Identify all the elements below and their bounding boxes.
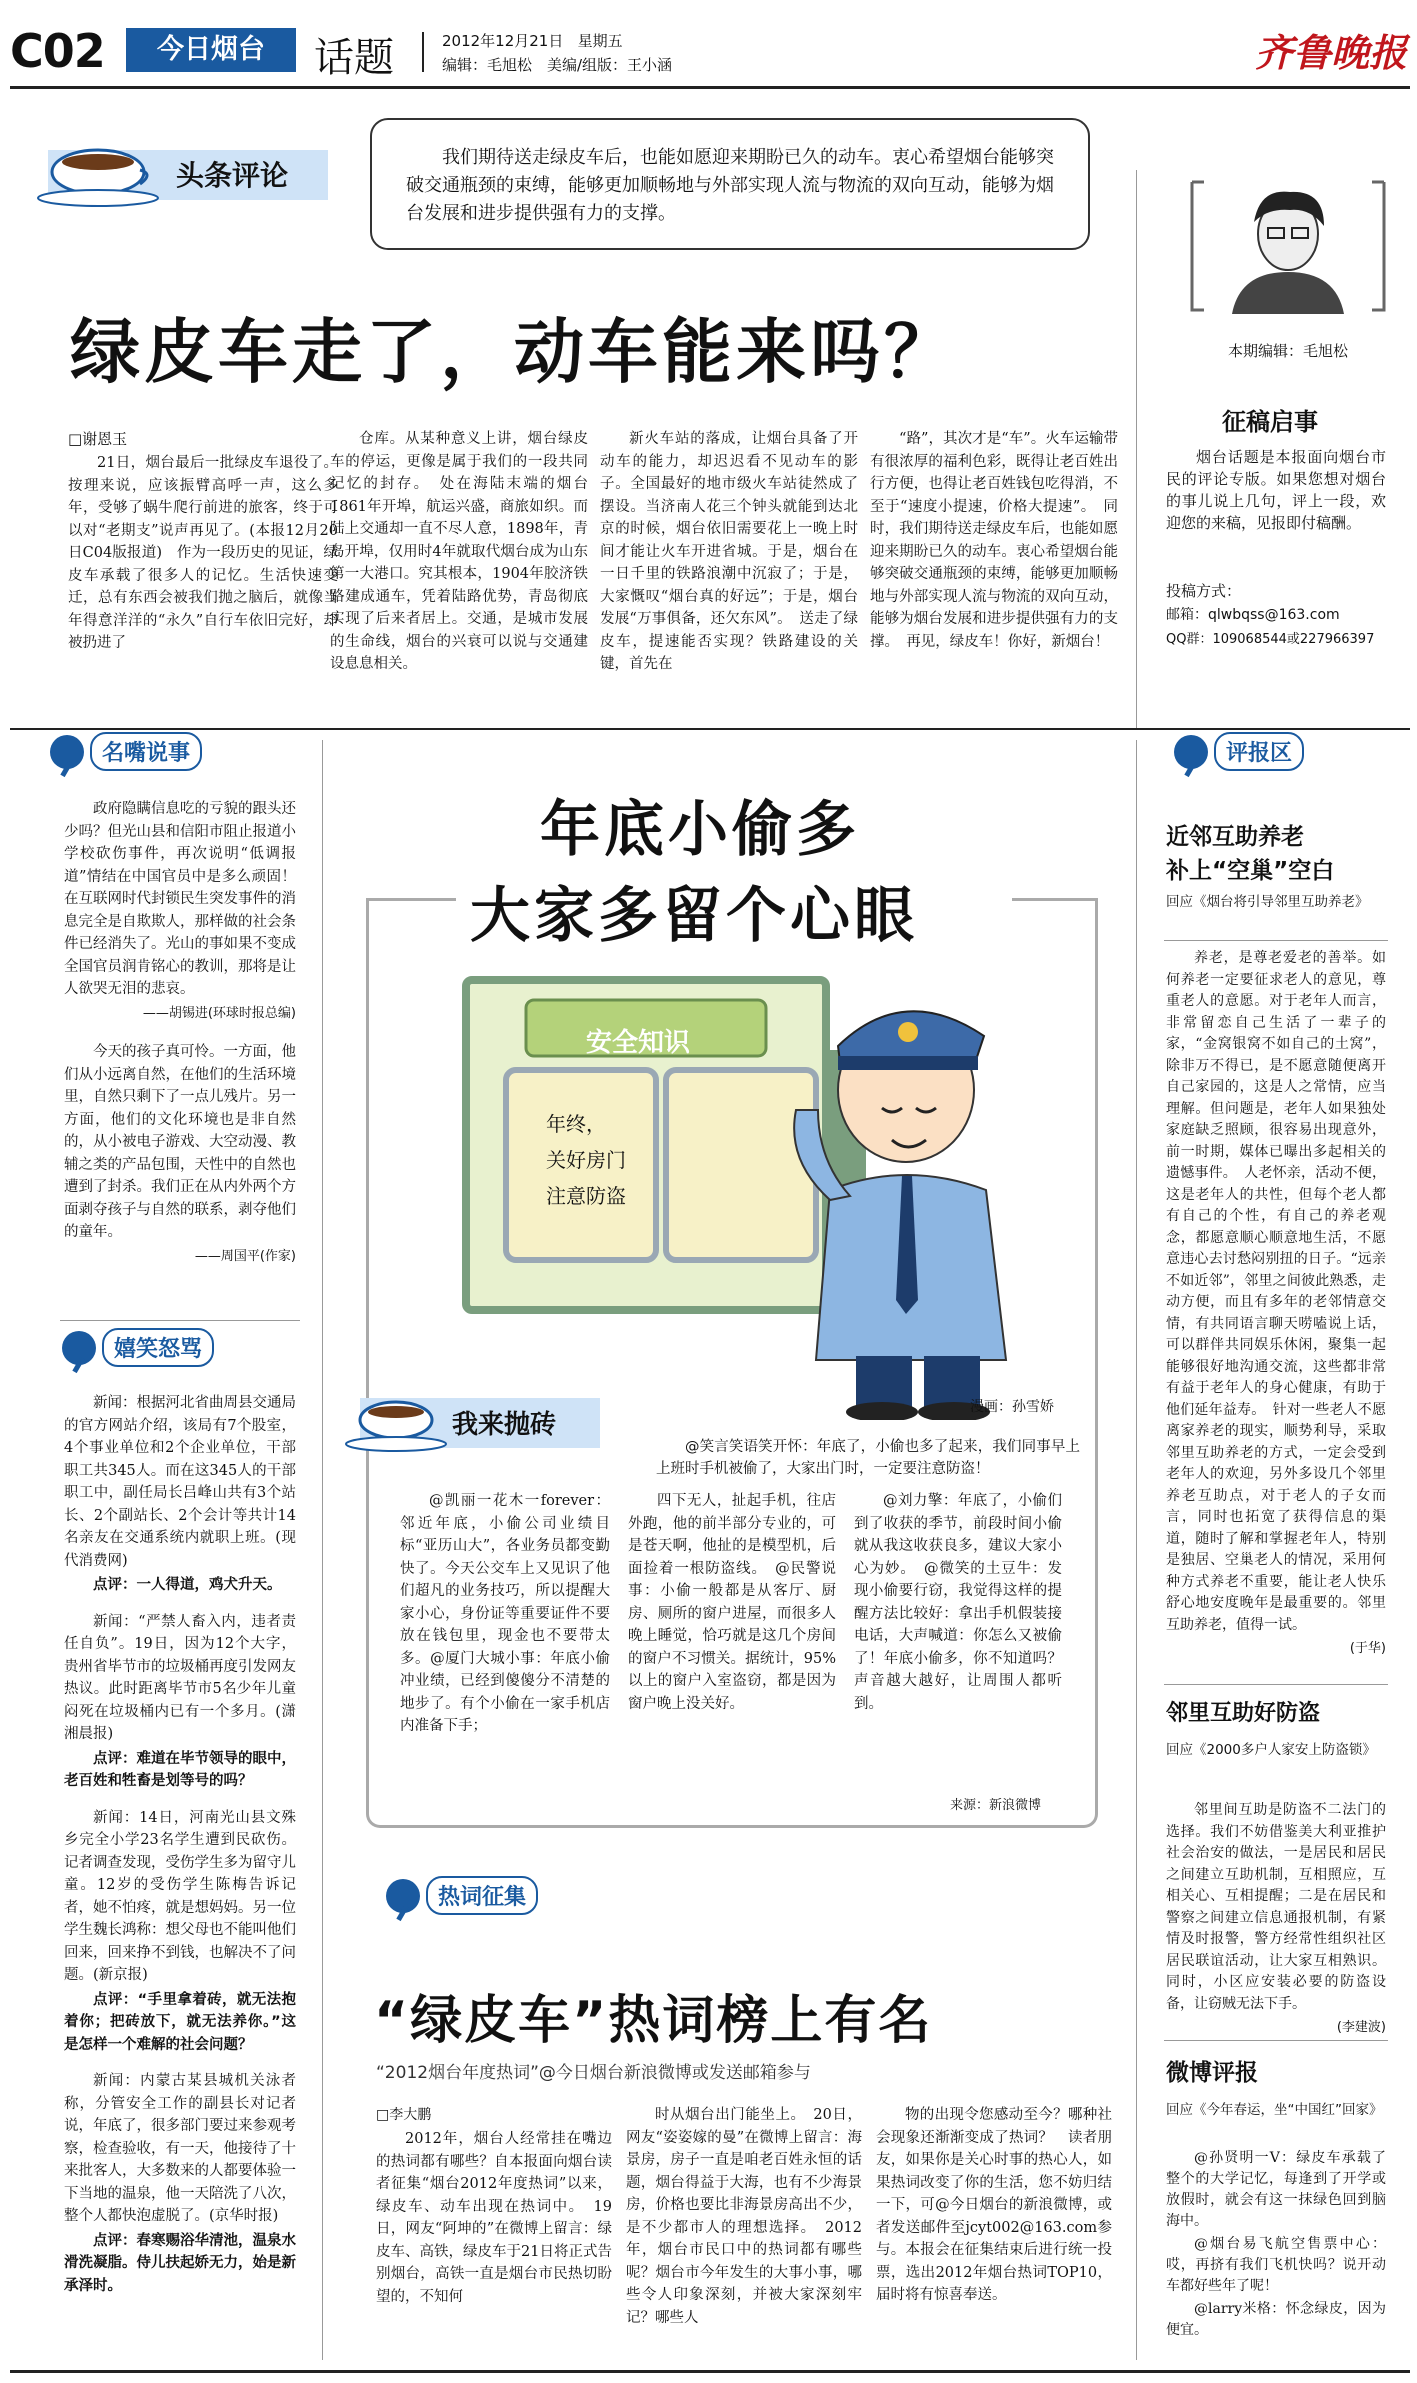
weibo-title: 微博评报 [1166, 2060, 1258, 2086]
paper-logo: 齐鲁晚报 [1255, 30, 1408, 75]
pingbao-a2-attribution: (李建波) [1336, 2020, 1386, 2035]
editor-portrait-image [1190, 176, 1386, 316]
board-line-1: 年终， [546, 1112, 606, 1136]
weibo-list [1166, 2148, 1386, 2364]
security-illustration [446, 960, 1076, 1420]
woliao-tag-label: 我来抛砖 [452, 1410, 557, 1440]
masthead-rule [10, 86, 1410, 89]
pingbao-a1-body [1166, 948, 1386, 1676]
xixiao-comment: 点评：难道在毕节领导的眼中，老百姓和牲畜是划等号的吗？ [64, 1750, 296, 1789]
microphone-icon [1174, 735, 1208, 769]
column-divider [1136, 170, 1137, 730]
section-badge: 今日烟台 [126, 28, 296, 72]
ref-rule [1164, 940, 1388, 941]
mingzui-tag [50, 732, 202, 771]
woliao-col-text: 四下无人，扯起手机，往店外跑，他的前半部分专业的，可是苍天啊，他扯的是模型机，后面捡着一根防盗线。 @民警说事：小偷一般都是从客厅、厨房、厕所的窗户进屋，而很多人晚上睡觉，恰巧就是这几个房间的窗户不习惯关。据统计，95%以上的窗户入室盗窃，都是因为窗户晚上没关好。 [628, 1493, 836, 1712]
mingzui-text: 政府隐瞒信息吃的亏貌的跟头还少吗？但光山县和信阳市阻止报道小学校砍伤事件，再次说明“低调报道”情结在中国官员中是多么顽固！在互联网时代封锁民生突发事件的消息完全是自欺欺人，那样做的社会条件已经消失了。光山的事如果不变成全国官员润肯铭心的教训，那将是让人欲哭无泪的悲哀。 [64, 801, 296, 997]
policeman-cartoon [446, 960, 1076, 1420]
pullquote-text: 我们期待送走绿皮车后，也能如愿迎来期盼已久的动车。衷心希望烟台能够突破交通瓶颈的束缚，能够更加顺畅地与外部实现人流与物流的双向互动，能够为烟台发展和进步提供强有力的支撑。 [406, 147, 1054, 224]
woliao-col-3 [854, 1490, 1062, 1790]
reci-byline: □李大鹏 [376, 2107, 432, 2123]
xixiao-comment: 点评：“手里拿着砖，就无法抱着你；把砖放下，就无法养你。”这是怎样一个难解的社会问题？ [64, 1991, 296, 2053]
solicit-email: 邮箱：qlwbqss@163.com [1166, 607, 1340, 623]
pingbao-a2-text: 邻里间互助是防盗不二法门的选择。我们不妨借鉴美大利亚推护社会治安的做法，一是居民和居民之间建立互助机制，互相照应，互相关心、互相提醒；二是在居民和警察之间建立信息通报机制，有紧情及时报警，警方经常性组织社区居民联谊活动，让大家互相熟识。同时，小区应安装必要的防盗设备，让窃贼无法下手。 [1166, 1802, 1386, 2012]
pingbao-tag [1174, 732, 1304, 771]
column-divider [322, 740, 323, 2360]
microphone-icon [50, 735, 84, 769]
xixiao-news: 新闻：根据河北省曲周县交通局的官方网站介绍，该局有7个股室，4个事业单位和2个企业单位，干部职工共345人。而在这345人的干部职工中，副任局长吕峰山共有3个站长、2个副站长、2个会计等共计14名亲友在交通系统内就职上班。(现代消费网) [64, 1395, 296, 1569]
solicit-body [1166, 446, 1386, 578]
reci-col-text: 时从烟台出门能坐上。 20日，网友“姿姿嫁的曼”在微博上留言：海景房，房子一直是咱老百姓永恒的话题，烟台得益于大海，也有不少海景房，价格也要比非海景房高出不少，是不少都市人的理想选择。 2012年，烟台市民口中的热词都有哪些呢？烟台市今年发生的大事小事，哪些令人印象深刻，并被大家深刻牢记？哪些人 [626, 2107, 862, 2326]
xixiao-tag-label: 嬉笑怒骂 [102, 1328, 214, 1367]
weibo-item: @烟台易飞航空售票中心：哎，再挤有我们飞机快吗？说开动车都好些年了呢！ [1166, 2236, 1386, 2294]
woliao-col-1 [400, 1490, 610, 1820]
woliao-tag [340, 1392, 600, 1456]
pingbao-a2-ref: 回应《2000多户人家安上防盗锁》 [1166, 1742, 1376, 1758]
mingzui-text: 今天的孩子真可怜。一方面，他们从小远离自然，在他们的生活环境里，自然只剩下了一点儿残片。另一方面，他们的文化环境也是非自然的，从小被电子游戏、大空动漫、教辅之类的产品包围，天性中的自然也遭到了封杀。我们正在从内外两个方面剥夺孩子与自然的联系，剥夺他们的童年。 [64, 1044, 296, 1240]
xixiao-news: 新闻：14日，河南光山县文殊乡完全小学23名学生遭到民砍伤。记者调查发现，受伤学生多为留守儿童。12岁的受伤学生陈梅告诉记者，她不怕疼，就是想妈妈。另一位学生魏长鸿称：想父母也不能叫他们回来，回来挣不到钱，也解决不了问题。(新京报) [64, 1809, 296, 1983]
reci-subhead: “2012烟台年度热词”@今日烟台新浪微博或发送邮箱参与 [376, 2063, 811, 2083]
lead-col-text: 21日，烟台最后一批绿皮车退役了。按理来说，应该振臂高呼一声，这么多年，受够了蜗牛爬行前进的旅客，终于可以对“老期支”说声再见了。(本报12月20日C04版报道) 作为一段历史的见证，绿皮车承载了很多人的记忆。生活快速变迁，总有东西会被我们抛之脑后，就像当年得意洋洋的“永久”自行车依旧完好，却被扔进了 [68, 455, 338, 651]
section-rule [1164, 2040, 1388, 2041]
pingbao-a2-body [1166, 1800, 1386, 2036]
column-divider [1136, 740, 1137, 2360]
reci-col-2 [626, 2104, 862, 2366]
woliao-col-text: @凯丽一花木一forever：邻近年底，小偷公司业绩目标“亚历山大”，各业务员都变勤快了。今天公交车上又见识了他们超凡的业务技巧，所以提醒大家小心，身份证等重要证件不要放在钱包里，现金也不要带太多。@厦门大城小事：年底小偷冲业绩，已经到傻傻分不清楚的地步了。有个小偷在一家手机店内准备下手； [400, 1493, 610, 1734]
lead-tag [28, 140, 328, 220]
weibo-item: @larry米格：怀念绿皮，因为便宜。 [1166, 2301, 1386, 2338]
issue-weekday: 星期五 [577, 32, 623, 50]
mingzui-attribution: ——周国平(作家) [194, 1248, 296, 1264]
solicit-text: 烟台话题是本报面向烟台市民的评论专版。如果您想对烟台的事儿说上几句，评上一段，欢迎您的来稿，见报即付稿酬。 [1166, 448, 1386, 532]
pingbao-a1-attribution: (于华) [1349, 1641, 1386, 1656]
woliao-intro-text: @笑言笑语笑开怀：年底了，小偷也多了起来，我们同事早上上班时手机被偷了，大家出门时，一定要注意防盗！ [656, 1439, 1080, 1477]
xixiao-comment: 点评：春寒赐浴华清池，温泉水滑洗凝脂。侍儿扶起娇无力，始是新承泽时。 [64, 2232, 296, 2294]
issue-date: 2012年12月21日 [442, 32, 564, 50]
reci-col-1 [376, 2128, 612, 2366]
woliao-source: 来源：新浪微博 [950, 1798, 1042, 1813]
reci-tag [386, 1876, 538, 1915]
editors-line: 编辑：毛旭松 美编/组版：王小涵 [442, 56, 673, 74]
lead-col-1 [68, 452, 338, 724]
board-title: 安全知识 [586, 1028, 691, 1058]
reci-headline: “绿皮车”热词榜上有名 [374, 1991, 933, 2051]
woliao-intro [656, 1436, 1080, 1484]
pullquote-box [370, 118, 1090, 250]
lead-tag-label: 头条评论 [176, 159, 289, 192]
xixiao-column [64, 1392, 296, 2367]
lead-col-4 [870, 428, 1118, 724]
pingbao-a2-title: 邻里互助好防盗 [1166, 1701, 1321, 1726]
woliao-col-2 [628, 1490, 836, 1820]
solicit-title: 征稿启事 [1222, 408, 1318, 436]
reci-col-text: 2012年，烟台人经常挂在嘴边的热词都有哪些？自本报面向烟台读者征集“烟台2012年度热词”以来，绿皮车、动车出现在热词中。 19日，网友“阿坤的”在微博上留言：绿皮车、高铁，绿皮车于21日将正式告别烟台，高铁一直是烟台市民热切盼望的，不知何 [376, 2131, 612, 2305]
xixiao-comment: 点评：一人得道，鸡犬升天。 [93, 1577, 282, 1593]
pingbao-a1-title-1: 近邻互助养老 [1166, 824, 1304, 850]
page-bottom-rule [10, 2370, 1410, 2373]
section-name: 话题 [314, 35, 394, 81]
feature-frame-top-left [366, 898, 456, 901]
lead-col-text: “路”，其次才是“车”。火车运输带有很浓厚的福利色彩，既得让老百姓出行方便，也得让老百姓钱包吃得消，不至于“速度小提速，价格大提速”。 同时，我们期待送走绿皮车后，也能如愿迎来期盼已久的动车。衷心希望烟台能够突破交通瓶颈的束缚，能够更加顺畅地与外部实现人流与物流的双向互动，能够为烟台发展和进步提供强有力的支撑。 再见，绿皮车！你好，新烟台！ [870, 431, 1118, 650]
reci-tag-label: 热词征集 [426, 1876, 538, 1915]
board-line-3: 注意防盗 [546, 1184, 626, 1208]
lead-headline: 绿皮车走了，动车能来吗？ [70, 311, 958, 393]
page-code: C02 [10, 24, 105, 78]
masthead-divider [422, 32, 424, 72]
weibo-item: @孙贤明一V：绿皮车承载了整个的大学记忆，每逢到了开学或放假时，就会有这一抹绿色回到脑海中。 [1166, 2150, 1386, 2229]
lead-col-text: 新火车站的落成，让烟台具备了开动车的能力，却迟迟看不见动车的影子。全国最好的地市级火车站徒然成了摆设。当济南人花三个钟头就能到达北京的时候，烟台依旧需要花上一晚上时间才能让火车开进省城。于是，烟台在一日千里的铁路浪潮中沉寂了；于是，大家慨叹“烟台真的好远”；于是，烟台发展“万事俱备，还欠东风”。 送走了绿皮车，提速能否实现？铁路建设的关键，首先在 [600, 431, 858, 672]
lead-byline: □谢恩玉 [68, 430, 128, 448]
mingzui-attribution: ——胡锡进(环球时报总编) [142, 1005, 296, 1021]
section-rule [1164, 1684, 1388, 1685]
illustration-credit: 漫画：孙雪娇 [970, 1399, 1054, 1415]
feature-headline-1: 年底小偷多 [540, 795, 860, 865]
solicit-qq: QQ群：109068544或227966397 [1166, 632, 1375, 647]
lead-col-2 [330, 428, 588, 724]
reci-col-3 [876, 2104, 1112, 2366]
pingbao-a1-ref: 回应《烟台将引导邻里互助养老》 [1166, 894, 1369, 910]
portrait-caption: 本期编辑：毛旭松 [1228, 342, 1349, 360]
editor-portrait [1190, 176, 1386, 316]
reci-col-text: 物的出现令您感动至今？哪种社会现象还渐渐变成了热词？ 读者朋友，如果你是关心时事的热心人，如果热词改变了你的生活，您不妨归结一下，可@今日烟台的新浪微博，或者发送邮件至jcyt002@163.com参与。本报会在征集结束后进行统一投票，选出2012年烟台热词TOP10，届时将有惊喜奉送。 [876, 2107, 1112, 2303]
board-line-2: 关好房门 [546, 1148, 626, 1172]
lead-col-text: 仓库。从某种意义上讲，烟台绿皮车的停运，更像是属于我们的一段共同记忆的封存。 处在海陆末端的烟台1861年开埠，航运兴盛，商旅如织。而陆上交通却一直不尽人意，1898年，青岛开埠，仅用时4年就取代烟台成为山东第一大港口。究其根本，1904年胶济铁路建成通车，凭着陆路优势，青岛彻底实现了后来者居上。交通，是城市发展的生命线，烟台的兴衰可以说与交通建设息息相关。 [330, 431, 588, 672]
solicit-contact-label: 投稿方式： [1166, 582, 1242, 600]
microphone-icon [62, 1331, 96, 1365]
mingzui-tag-label: 名嘴说事 [90, 732, 202, 771]
xixiao-news: 新闻：“严禁人畜入内，违者责任自负”。19日，因为12个大字，贵州省毕节市的垃圾桶再度引发网友热议。此时距离毕节市5名少年儿童闷死在垃圾桶内已有一个多月。(潇湘晨报) [64, 1613, 296, 1742]
section-rule [60, 1320, 300, 1321]
pingbao-a1-text: 养老，是尊老爱老的善举。如何养老一定要征求老人的意见，尊重老人的意愿。对于老年人而言，非常留恋自己生活了一辈子的家，“金窝银窝不如自己的土窝”，除非万不得已，是不愿意随便离开自己家园的，这是人之常情，应当理解。但问题是，老年人如果独处家庭缺乏照顾，很容易出现意外，前一时期，媒体已曝出多起相关的遗憾事件。 人老怀亲，活动不便，这是老年人的共性，但每个老人都有自己的个性，有自己的养老观念，都愿意顺心顺意地生活，不愿意违心去讨愁闷别扭的日子。“远亲不如近邻”，邻里之间彼此熟悉，走动方便，而且有多年的老邻情意交情，有共同语言聊天唠嗑说上话，可以群伴共同娱乐休闲，聚集一起能够很好地沟通交流，这些都非常有益于老年人的身心健康，有助于他们延年益寿。 针对一些老人不愿离家养老的现实，顺势利导，采取邻里互助养老的方式，一定会受到老年人的欢迎，另外多设几个邻里养老互助点，对于老人的子女而言，同时也拓宽了获得信息的渠道，随时了解和掌握老年人，特别是独居、空巢老人的情况，采用何种方式养老不重要，能让老人快乐舒心地安度晚年是最重要的。邻里互助养老，值得一试。 [1166, 950, 1386, 1633]
microphone-icon [386, 1879, 420, 1913]
pingbao-tag-label: 评报区 [1214, 732, 1304, 771]
feature-headline-2: 大家多留个心眼 [470, 881, 918, 951]
date-line [442, 30, 623, 51]
xixiao-tag [62, 1328, 214, 1367]
weibo-ref: 回应《今年春运，坐“中国红”回家》 [1166, 2102, 1383, 2118]
mingzui-column [64, 798, 296, 1318]
woliao-col-text: @刘力擎：年底了，小偷们到了收获的季节，前段时间小偷就从我这收获良多，建议大家小心为妙。 @微笑的土豆牛：发现小偷要行窃，我觉得这样的提醒方法比较好：拿出手机假装接电话，大声喊道：你怎么又被偷了！年底小偷多，你不知道吗？声音越大越好，让周围人都听到。 [854, 1493, 1062, 1712]
lead-col-3 [600, 428, 858, 724]
masthead [10, 22, 1410, 82]
pingbao-a1-title-2: 补上“空巢”空白 [1166, 858, 1335, 884]
section-rule [10, 728, 1410, 730]
xixiao-news: 新闻：内蒙古某县城机关泳者称，分管安全工作的副县长对记者说，年底了，很多部门要过来参观考察，检查验收，有一天，他接待了十来批客人，大多数来的人都要体验一下当地的温泉，他一天陪洗了八次，整个人都快泡虚脱了。(京华时报) [64, 2073, 296, 2224]
feature-frame-top-right [1012, 898, 1098, 901]
